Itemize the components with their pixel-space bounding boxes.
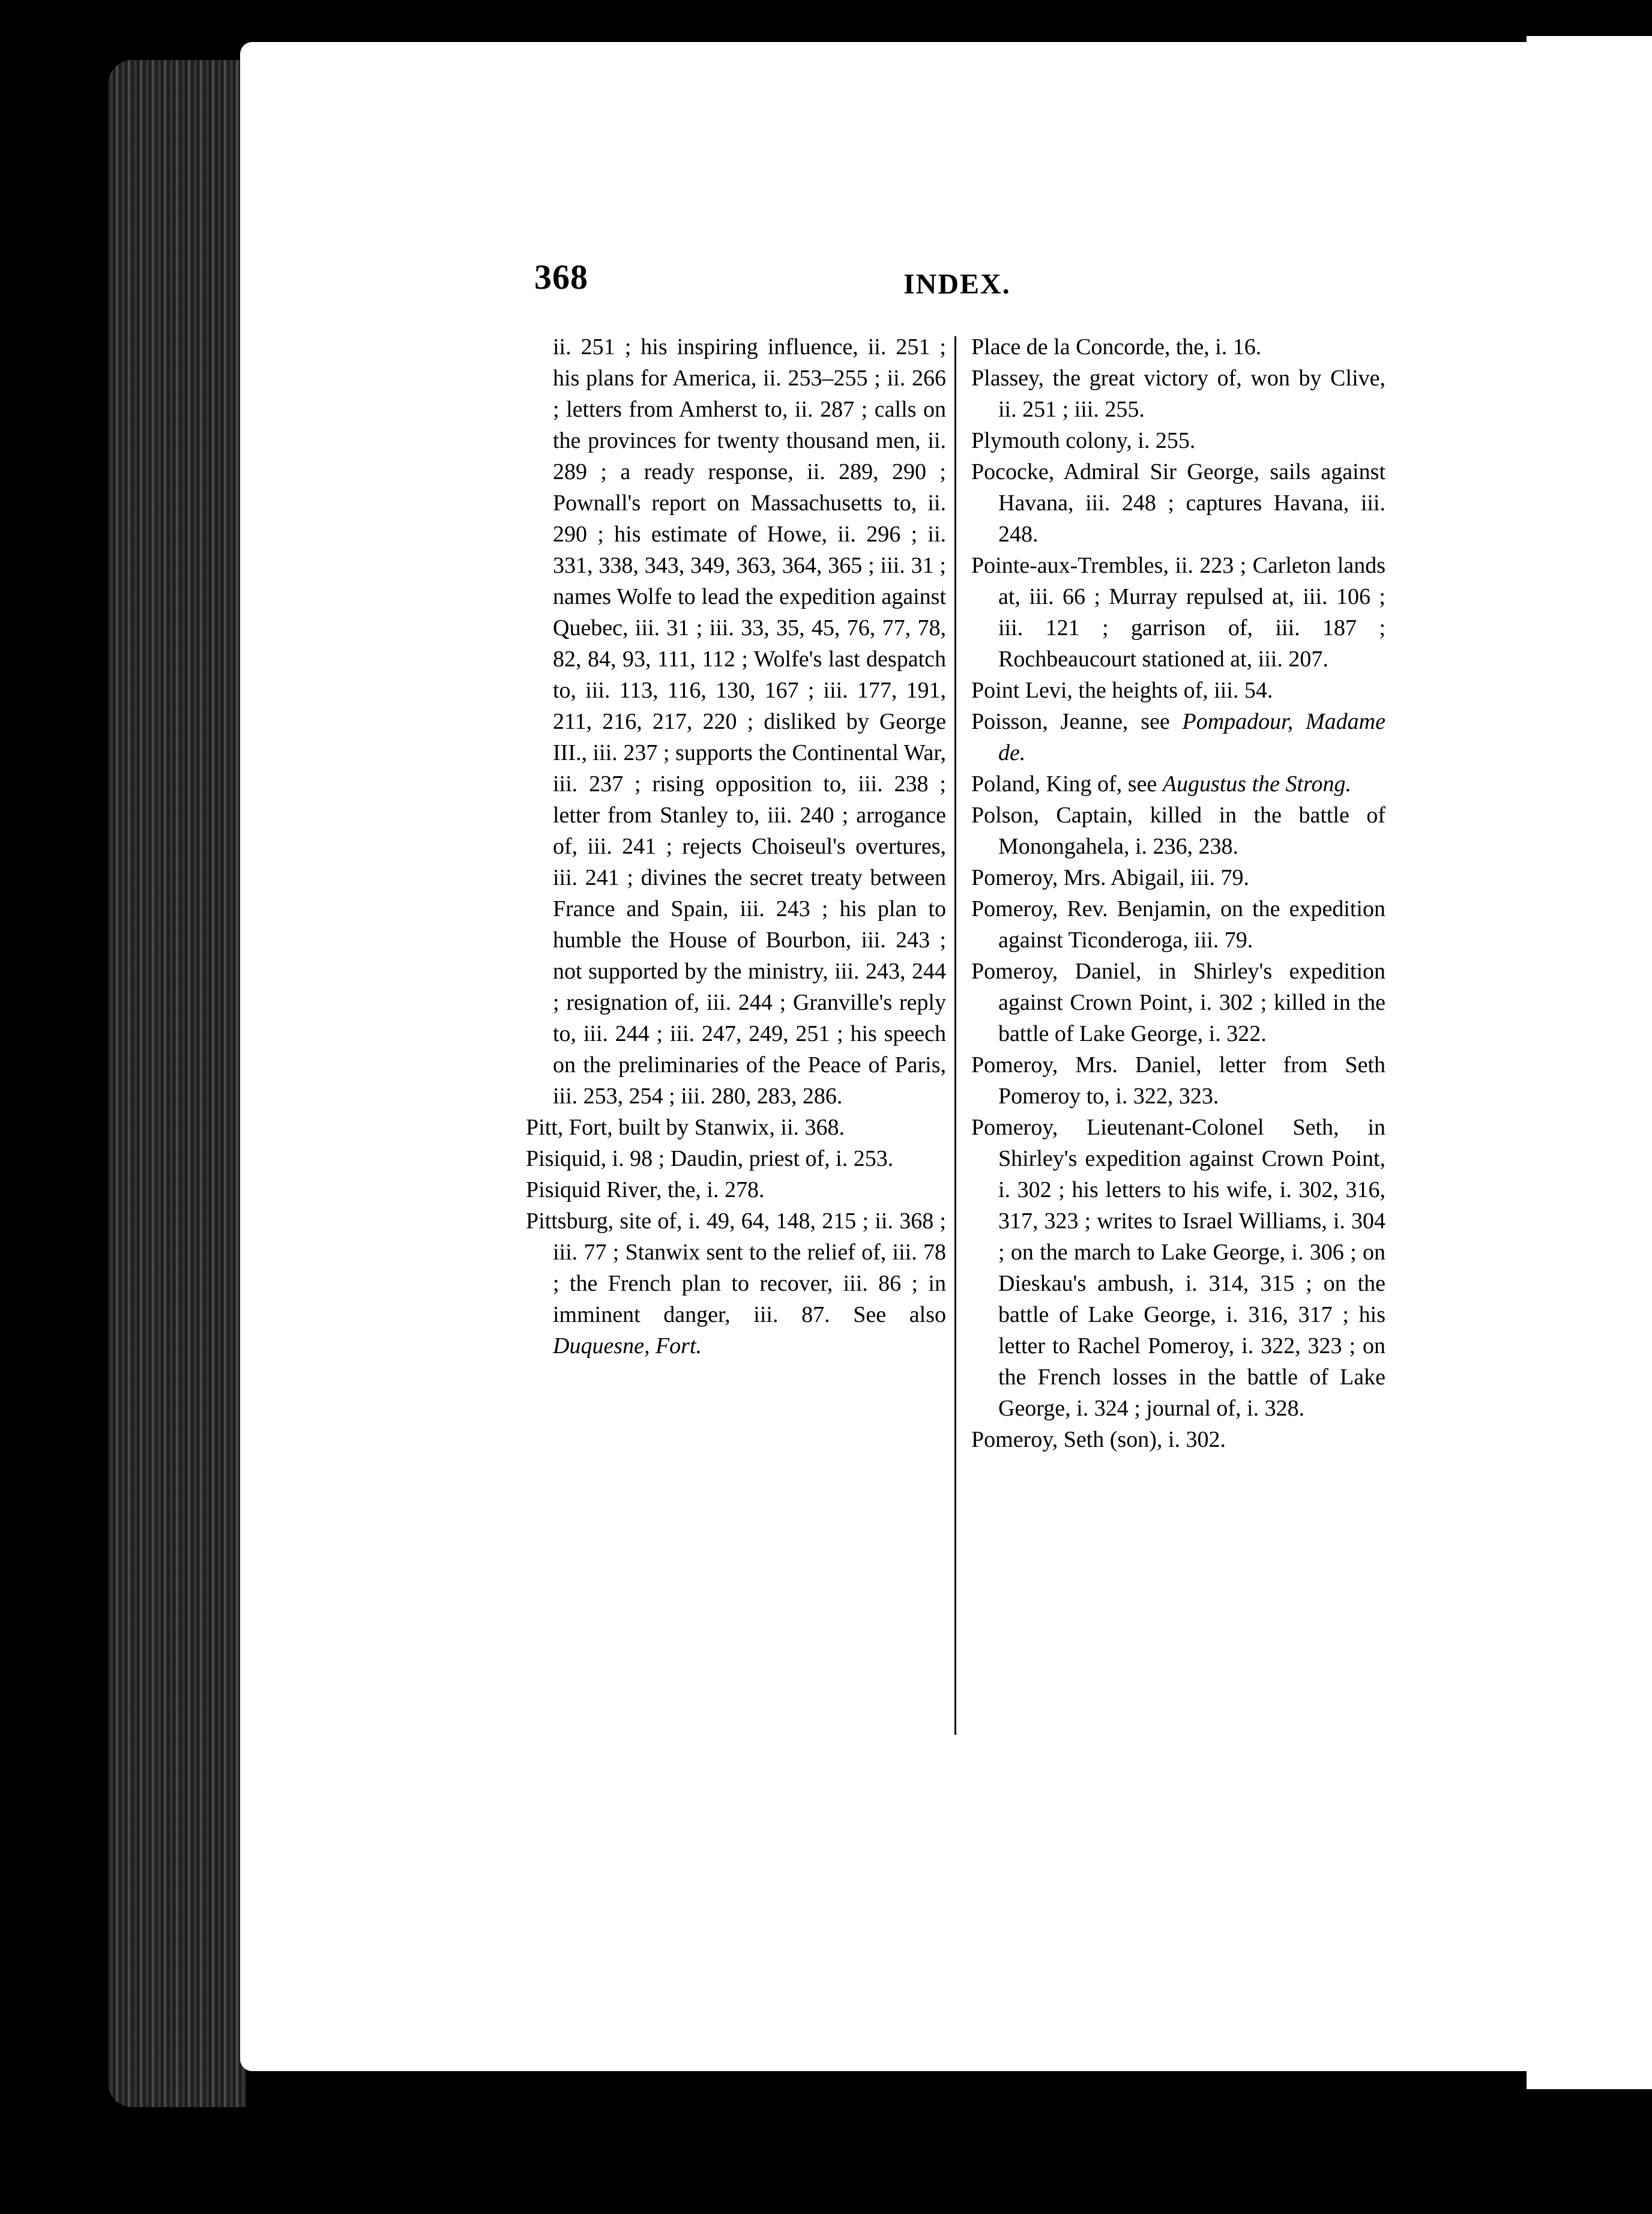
cross-reference: Augustus the Strong. <box>1162 771 1351 797</box>
index-entry: Pisiquid River, the, i. 278. <box>526 1177 765 1202</box>
index-entry: Pisiquid, i. 98 ; Daudin, priest of, i. 253. <box>526 1146 894 1171</box>
index-entry: Pomeroy, Seth (son), i. 302. <box>971 1427 1226 1452</box>
column-divider <box>954 336 956 1735</box>
book-spine-edge <box>108 60 246 2107</box>
index-entry: Plymouth colony, i. 255. <box>971 428 1196 453</box>
index-entry <box>526 1205 946 1362</box>
index-entry-text: Pittsburg, site of, i. 49, 64, 148, 215 ; ii. 368 ; iii. 77 ; Stanwix sent to the relief of, iii. 78 ; the French plan to recover, iii. 86 ; in imminent danger, iii. 87. See also <box>526 1208 946 1327</box>
index-entry-text: Poland, King of, see <box>971 771 1157 797</box>
cross-reference: Duquesne, Fort. <box>553 1333 702 1359</box>
index-entry-continuation: ii. 251 ; his inspiring influence, ii. 251 ; his plans for America, ii. 253–255 ; ii. 266 ; letters from Amherst to, ii. 287 ; calls on the provinces for twenty thousand men, ii. 289 ; a ready response, ii. 289, 290 ; Pownall's report on Massachusetts to, ii. 290 ; his estimate of Howe, ii. 296 ; ii. 331, 338, 343, 349, 363, 364, 365 ; iii. 31 ; names Wolfe to lead the expedition against Quebec, iii. 31 ; iii. 33, 35, 45, 76, 77, 78, 82, 84, 93, 111, 112 ; Wolfe's last despatch to, iii. 113, 116, 130, 167 ; iii. 177, 191, 211, 216, 217, 220 ; disliked by George III., iii. 237 ; supports the Continental War, iii. 237 ; rising opposition to, iii. 238 ; letter from Stanley to, iii. 240 ; arrogance of, iii. 241 ; rejects Choiseul's overtures, iii. 241 ; divines the secret treaty between France and Spain, iii. 243 ; his plan to humble the House of Bourbon, iii. 243 ; not supported by the ministry, iii. 243, 244 ; resignation of, iii. 244 ; Granville's reply to, iii. 244 ; iii. 247, 249, 251 ; his speech on the preliminaries of the Peace of Paris, iii. 253, 254 ; iii. 280, 283, 286. <box>553 334 946 1109</box>
index-entry <box>971 706 1385 768</box>
cross-reference: Pompadour, Madame de. <box>998 709 1385 765</box>
index-entry: Place de la Concorde, the, i. 16. <box>971 334 1262 360</box>
index-entry: Pococke, Admiral Sir George, sails against Havana, iii. 248 ; captures Havana, iii. 248. <box>971 459 1385 547</box>
index-entry: Pomeroy, Rev. Benjamin, on the expedition against Ticonderoga, iii. 79. <box>971 896 1385 953</box>
index-entry: Polson, Captain, killed in the battle of Monongahela, i. 236, 238. <box>971 803 1385 859</box>
index-entry: Plassey, the great victory of, won by Clive, ii. 251 ; iii. 255. <box>971 366 1385 422</box>
index-entry: Pomeroy, Mrs. Abigail, iii. 79. <box>971 865 1250 890</box>
index-entry <box>971 768 1385 800</box>
page-number: 368 <box>534 258 588 297</box>
index-entry-text: Poisson, Jeanne, see <box>971 709 1170 734</box>
facing-page-edge <box>1522 36 1652 2089</box>
right-column <box>971 331 1385 1455</box>
left-column <box>526 331 946 1362</box>
index-entry: Pomeroy, Daniel, in Shirley's expedition against Crown Point, i. 302 ; killed in the battle of Lake George, i. 322. <box>971 959 1385 1046</box>
index-entry: Pomeroy, Lieutenant-Colonel Seth, in Shirley's expedition against Crown Point, i. 302 ; his letters to his wife, i. 302, 316, 317, 323 ; writes to Israel Williams, i. 304 ; on the march to Lake George, i. 306 ; on Dieskau's ambush, i. 314, 315 ; on the battle of Lake George, i. 316, 317 ; his letter to Rachel Pomeroy, i. 322, 323 ; on the French losses in the battle of Lake George, i. 324 ; journal of, i. 328. <box>971 1115 1385 1421</box>
index-entry: Pomeroy, Mrs. Daniel, letter from Seth Pomeroy to, i. 322, 323. <box>971 1052 1385 1109</box>
index-entry: Pitt, Fort, built by Stanwix, ii. 368. <box>526 1115 845 1140</box>
index-entry: Pointe-aux-Trembles, ii. 223 ; Carleton lands at, iii. 66 ; Murray repulsed at, iii. 106 ; iii. 121 ; garrison of, iii. 187 ; Rochbeaucourt stationed at, iii. 207. <box>971 553 1385 672</box>
running-head: INDEX. <box>903 268 1011 300</box>
index-entry: Point Levi, the heights of, iii. 54. <box>971 678 1273 703</box>
